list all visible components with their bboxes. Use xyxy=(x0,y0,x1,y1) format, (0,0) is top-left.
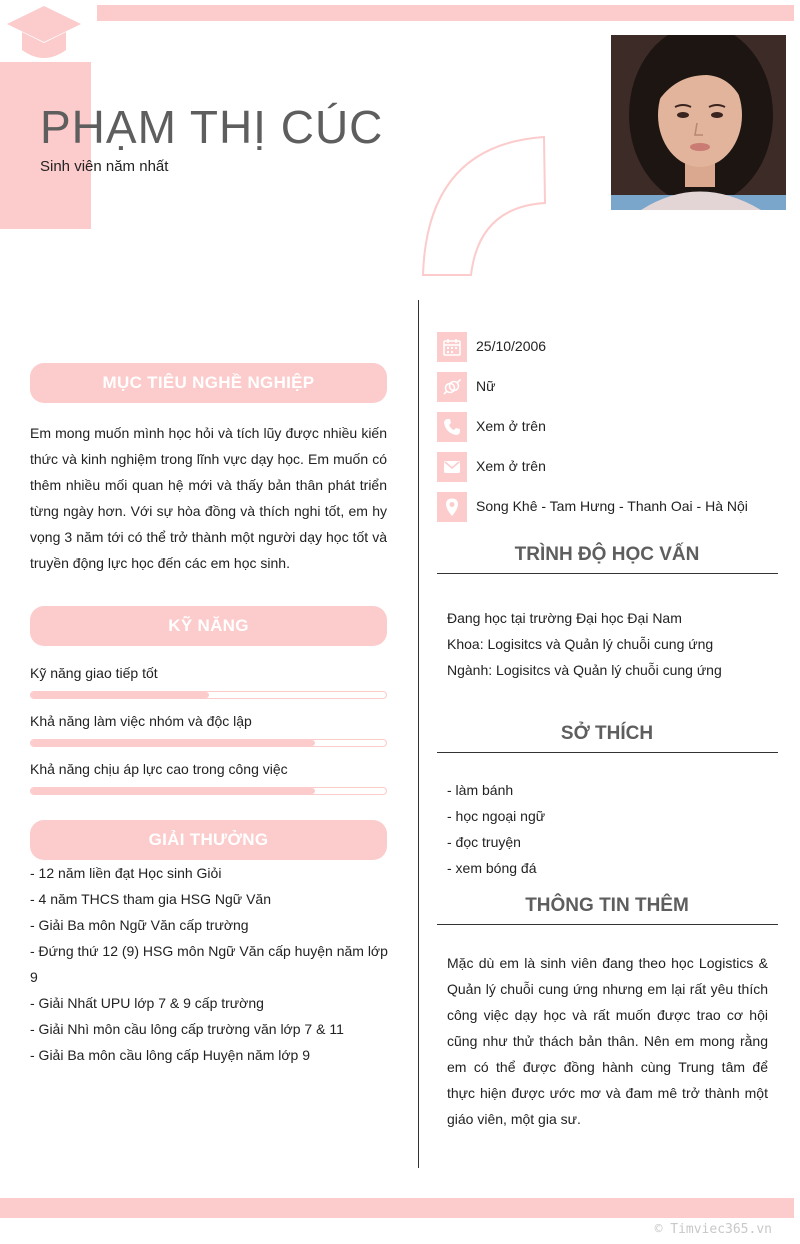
education-heading: TRÌNH ĐỘ HỌC VẤN xyxy=(514,544,700,565)
objective-text: Em mong muốn mình học hỏi và tích lũy được nhiều kiến thức và kinh nghiệm trong lĩnh vực dạy học. Em muốn có thêm nhiều mối quan hệ mới và thấy bản thân phát triển từng ngày hơn. Với sự hòa đồng và thích nghi tốt, em hy vọng 3 năm tới có thể trở thành một người dạy học tốt và truyền động lực học đến các em học sinh. xyxy=(30,425,387,571)
top-accent-bar xyxy=(97,5,794,21)
skill-bar xyxy=(30,739,387,747)
candidate-subtitle: Sinh viên năm nhất xyxy=(40,158,169,175)
extra-heading: THÔNG TIN THÊM xyxy=(525,895,689,916)
skill-bar-fill xyxy=(31,692,209,698)
award-item: - Đứng thứ 12 (9) HSG môn Ngữ Văn cấp huyện năm lớp 9 xyxy=(30,943,388,985)
portrait-image xyxy=(611,35,786,210)
hobbies-heading: SỞ THÍCH xyxy=(560,723,654,744)
hobbies-list xyxy=(447,777,545,881)
hobby-item: - làm bánh xyxy=(447,782,514,798)
skill-label: Kỹ năng giao tiếp tốt xyxy=(30,665,158,681)
skills-heading: KỸ NĂNG xyxy=(30,606,387,646)
education-rule xyxy=(437,573,778,574)
award-item: - 12 năm liền đạt Học sinh Giỏi xyxy=(30,865,222,881)
extra-rule xyxy=(437,924,778,925)
graduation-cap-icon xyxy=(5,4,83,62)
email-icon xyxy=(437,452,467,482)
skill-bar xyxy=(30,787,387,795)
skill-label: Khả năng chịu áp lực cao trong công việc xyxy=(30,761,288,777)
contact-text: Xem ở trên xyxy=(476,418,546,434)
award-item: - 4 năm THCS tham gia HSG Ngữ Văn xyxy=(30,891,271,907)
skill-bar-fill xyxy=(31,788,315,794)
phone-icon xyxy=(437,412,467,442)
location-icon xyxy=(437,492,467,522)
hobbies-rule xyxy=(437,752,778,753)
contact-text: Song Khê - Tam Hưng - Thanh Oai - Hà Nội xyxy=(476,498,748,514)
gender-icon xyxy=(437,372,467,402)
hobby-item: - xem bóng đá xyxy=(447,860,537,876)
column-divider xyxy=(418,300,419,1168)
footer-watermark: © Timviec365.vn xyxy=(654,1222,772,1237)
education-item: Ngành: Logisitcs và Quản lý chuỗi cung ứng xyxy=(447,662,722,678)
skill-bar-fill xyxy=(31,740,315,746)
bottom-accent-bar xyxy=(0,1198,794,1218)
award-item: - Giải Ba môn Ngữ Văn cấp trường xyxy=(30,917,249,933)
hobby-item: - đọc truyện xyxy=(447,834,521,850)
education-list xyxy=(447,605,722,683)
award-item: - Giải Nhì môn cầu lông cấp trường văn lớp 7 & 11 xyxy=(30,1021,344,1037)
education-item: Khoa: Logisitcs và Quản lý chuỗi cung ứng xyxy=(447,636,714,652)
contact-text: Nữ xyxy=(476,378,496,394)
skill-label: Khả năng làm việc nhóm và độc lập xyxy=(30,713,252,729)
contact-text: 25/10/2006 xyxy=(476,338,547,354)
skill-bar xyxy=(30,691,387,699)
education-item: Đang học tại trường Đại học Đại Nam xyxy=(447,610,682,626)
award-item: - Giải Nhất UPU lớp 7 & 9 cấp trường xyxy=(30,995,264,1011)
objective-heading: MỤC TIÊU NGHỀ NGHIỆP xyxy=(30,363,387,403)
hobby-item: - học ngoại ngữ xyxy=(447,808,546,824)
awards-heading: GIẢI THƯỞNG xyxy=(30,820,387,860)
awards-list xyxy=(30,860,388,1068)
candidate-name: PHẠM THỊ CÚC xyxy=(40,101,384,153)
calendar-icon xyxy=(437,332,467,362)
profile-photo xyxy=(611,35,786,210)
decorative-arc xyxy=(421,135,547,277)
award-item: - Giải Ba môn cầu lông cấp Huyện năm lớp 9 xyxy=(30,1047,310,1063)
contact-text: Xem ở trên xyxy=(476,458,546,474)
extra-text: Mặc dù em là sinh viên đang theo học Logistics & Quản lý chuỗi cung ứng nhưng em lại rất yêu thích công việc dạy học và rất muốn được trao cơ hội cũng như thử thách bản thân. Nên em mong rằng em có thể được đồng hành cùng Trung tâm để thực hiện được ước mơ và đam mê trở thành một giáo viên, một gia sư. xyxy=(447,955,768,1127)
